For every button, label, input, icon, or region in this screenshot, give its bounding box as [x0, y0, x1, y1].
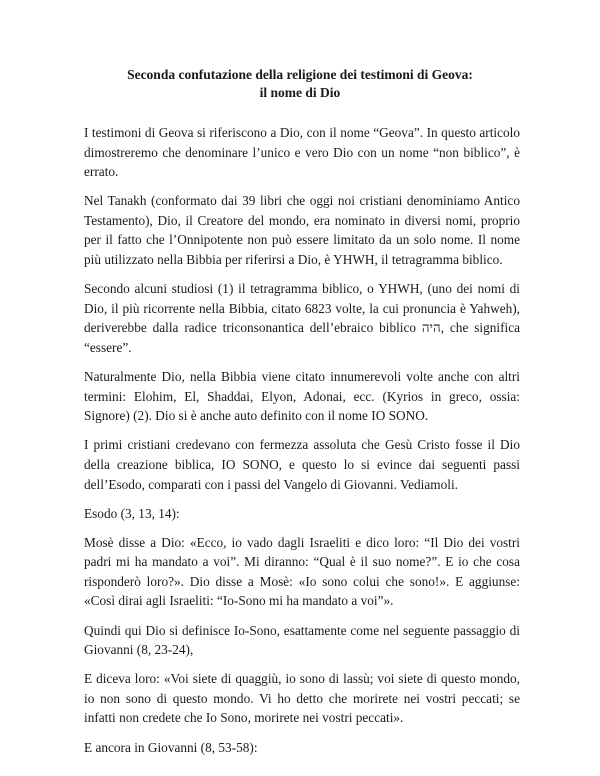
- title-line-1: Seconda confutazione della religione dei testimoni di Geova:: [127, 67, 473, 82]
- paragraph-tanakh: Nel Tanakh (conformato dai 39 libri che oggi noi cristiani denominiamo Antico Testamento), Dio, il Creatore del mondo, era nominato in diversi nomi, proprio per il fatto che l’Onnipotente non può essere limitato da un solo nome. Il nome più utilizzato nella Bibbia per riferirsi a Dio, è YHWH, il tetragramma biblico.: [84, 193, 520, 268]
- paragraph-other-names: Naturalmente Dio, nella Bibbia viene citato innumerevoli volte anche con altri termini: Elohim, El, Shaddai, Elyon, Adonai, ecc. (Kyrios in greco, ossia: Signore) (2). Dio si è anche auto definito con il nome IO SONO.: [84, 369, 520, 424]
- paragraph-john-reference: E ancora in Giovanni (8, 53-58):: [84, 739, 258, 755]
- paragraph-exodus-reference: Esodo (3, 13, 14):: [84, 505, 180, 521]
- paragraph-exodus-quote: Mosè disse a Dio: «Ecco, io vado dagli Israeliti e dico loro: “Il Dio dei vostri padri mi ha mandato a voi”. Mi diranno: “Qual è il suo nome?”. E io che cosa risponderò loro?». Dio disse a Mosè: «Io sono colui che sono!». E aggiunse: «Così dirai agli Israeliti: “Io-Sono mi ha mandato a voi”».: [84, 534, 520, 609]
- paragraph-io-sono: Quindi qui Dio si definisce Io-Sono, esattamente come nel seguente passaggio di Giovanni (8, 23-24),: [84, 622, 520, 658]
- paragraph-tetragramma: Secondo alcuni studiosi (1) il tetragramma biblico, o YHWH, (uno dei nomi di Dio, il più ricorrente nella Bibbia, citato 6823 volte, la cui pronuncia è Yahweh), deriverebbe dalla radice triconsonantica dell’ebraico biblico היה, che significa “essere”.: [84, 281, 520, 355]
- paragraph-first-christians: I primi cristiani credevano con fermezza assoluta che Gesù Cristo fosse il Dio della creazione biblica, IO SONO, e questo lo si evince dai seguenti passi dell’Esodo, comparati con i passi del Vangelo di Giovanni. Vediamoli.: [84, 437, 520, 492]
- document-body: [84, 123, 520, 767]
- paragraph-intro: I testimoni di Geova si riferiscono a Dio, con il nome “Geova”. In questo articolo dimostreremo che denominare l’unico e vero Dio con un nome “non biblico”, è errato.: [84, 125, 520, 180]
- title-line-2: il nome di Dio: [259, 85, 341, 100]
- document-title: [0, 66, 600, 102]
- paragraph-john-quote: E diceva loro: «Voi siete di quaggiù, io sono di lassù; voi siete di questo mondo, io non sono di questo mondo. Vi ho detto che morirete nei vostri peccati; se infatti non credete che Io Sono, morirete nei vostri peccati».: [84, 671, 520, 726]
